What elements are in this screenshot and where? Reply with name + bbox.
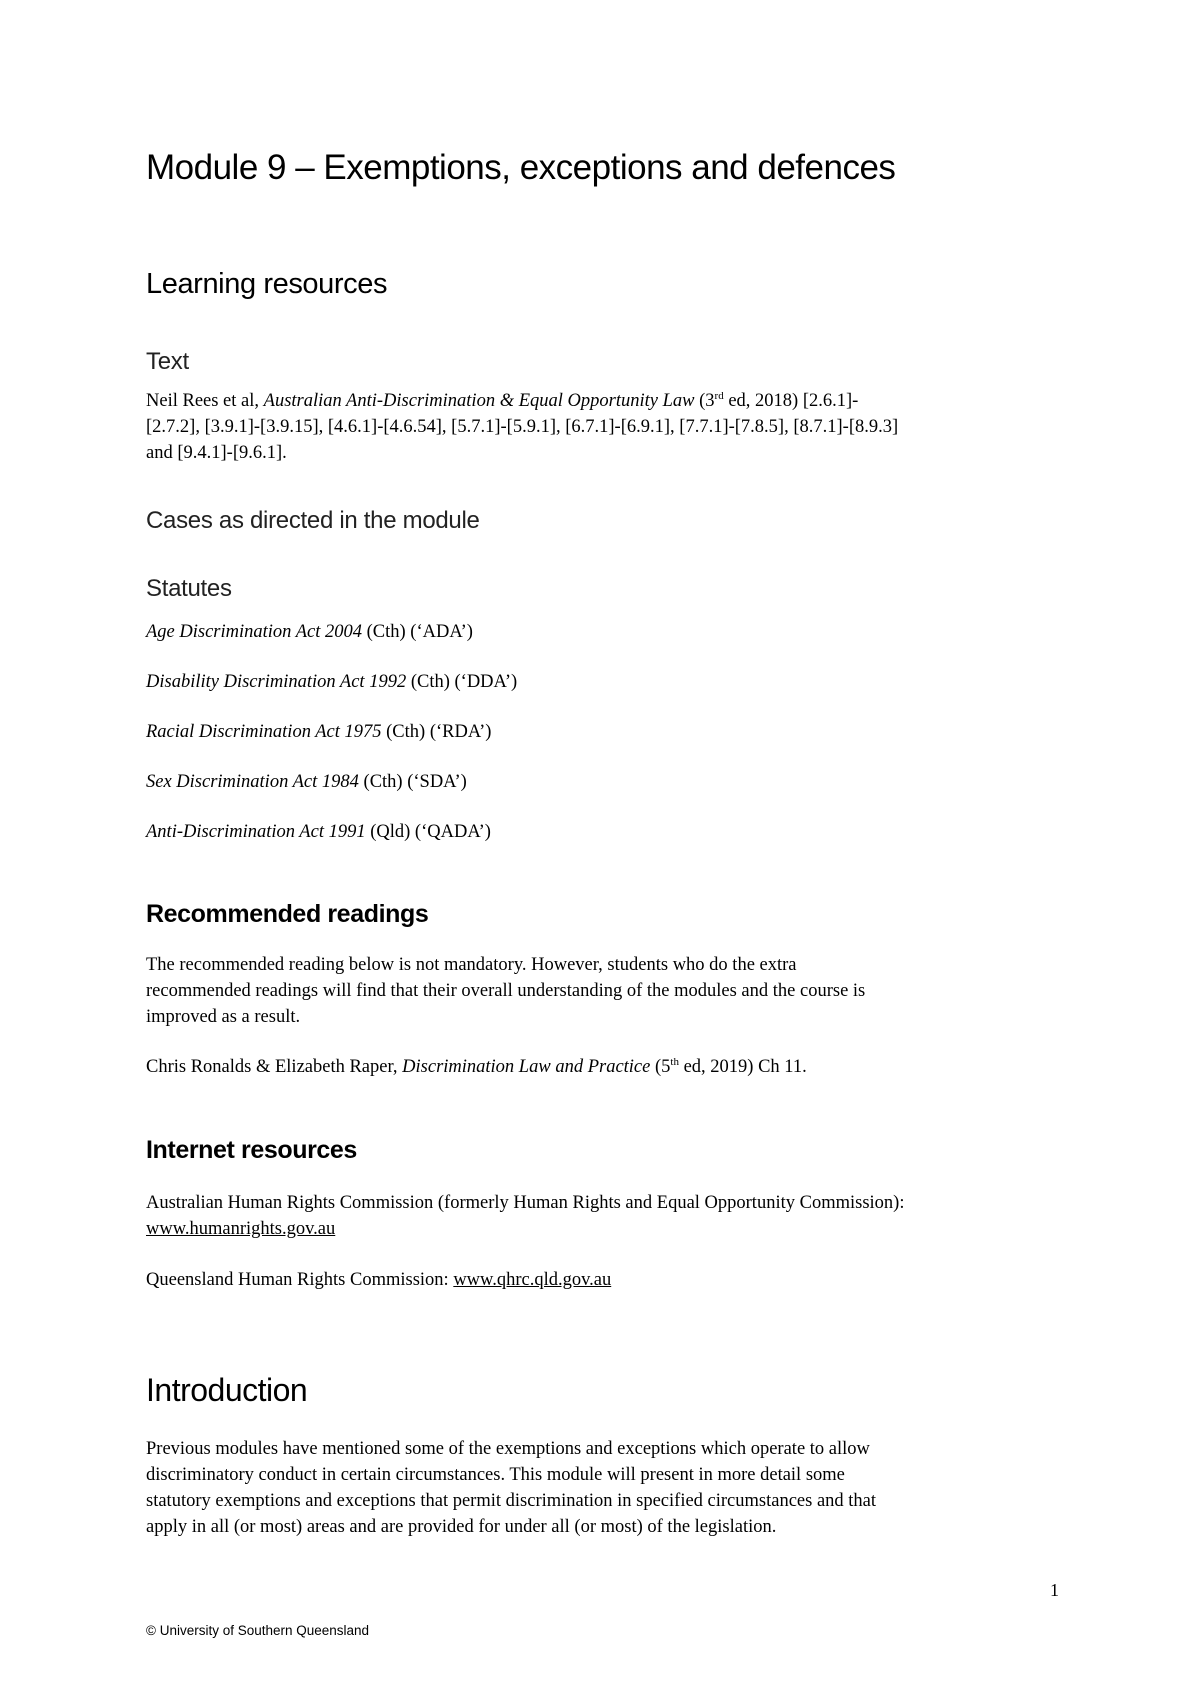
reference-book-title: Discrimination Law and Practice xyxy=(402,1057,651,1077)
reference-edition-sup: th xyxy=(670,1055,679,1068)
statutes-subheading: Statutes xyxy=(146,575,232,602)
statute-title: Age Discrimination Act 2004 xyxy=(146,622,362,642)
text-reference-line-3: and [9.4.1]-[9.6.1]. xyxy=(146,443,287,463)
reference-authors: Chris Ronalds & Elizabeth Raper, xyxy=(146,1057,403,1077)
statute-item xyxy=(146,670,517,694)
text-reference-line-2: [2.7.2], [3.9.1]-[3.9.15], [4.6.1]-[4.6.54], [5.7.1]-[5.9.1], [6.7.1]-[6.9.1], [7.7.1]-[7.8.5], [8.7.1]-[8.9.3] xyxy=(146,417,899,437)
paragraph-line: apply in all (or most) areas and are provided for under all (or most) of the legislation. xyxy=(146,1517,777,1537)
statute-suffix: (Cth) (‘RDA’) xyxy=(381,722,492,742)
ahrc-resource xyxy=(146,1190,1066,1242)
paragraph-line: Previous modules have mentioned some of the exemptions and exceptions which operate to allow xyxy=(146,1439,870,1459)
introduction-paragraph xyxy=(146,1436,1066,1540)
qhrc-link[interactable]: www.qhrc.qld.gov.au xyxy=(453,1270,612,1290)
ahrc-text: Australian Human Rights Commission (formerly Human Rights and Equal Opportunity Commission): xyxy=(146,1193,905,1213)
reference-year: ed, 2019) Ch 11. xyxy=(678,1057,807,1077)
statute-suffix: (Qld) (‘QADA’) xyxy=(365,822,491,842)
learning-resources-heading: Learning resources xyxy=(146,268,388,300)
paragraph-line: discriminatory conduct in certain circumstances. This module will present in more detail some xyxy=(146,1465,845,1485)
reference-edition: (5 xyxy=(650,1057,671,1077)
recommended-paragraph xyxy=(146,952,1066,1030)
internet-resources-heading: Internet resources xyxy=(146,1136,357,1164)
paragraph-line: The recommended reading below is not mandatory. However, students who do the extra xyxy=(146,955,797,975)
introduction-heading: Introduction xyxy=(146,1372,308,1408)
ahrc-link[interactable]: www.humanrights.gov.au xyxy=(146,1219,336,1239)
page-number: 1 xyxy=(1050,1580,1059,1600)
text-reference-edition: (3 xyxy=(694,391,715,411)
statute-suffix: (Cth) (‘DDA’) xyxy=(406,672,518,692)
page-title: Module 9 – Exemptions, exceptions and defences xyxy=(146,148,896,187)
text-reference-year: ed, 2018) [2.6.1]- xyxy=(723,391,859,411)
qhrc-resource xyxy=(146,1267,1066,1293)
statute-item xyxy=(146,820,491,844)
paragraph-line: improved as a result. xyxy=(146,1007,301,1027)
statute-suffix: (Cth) (‘SDA’) xyxy=(358,772,467,792)
paragraph-line: recommended readings will find that their overall understanding of the modules and the course is xyxy=(146,981,866,1001)
statute-item xyxy=(146,770,467,794)
paragraph-line: statutory exemptions and exceptions that permit discrimination in specified circumstances and that xyxy=(146,1491,877,1511)
text-reference-authors: Neil Rees et al, xyxy=(146,391,264,411)
statute-item xyxy=(146,720,491,744)
text-subheading: Text xyxy=(146,348,189,375)
text-reference-book-title: Australian Anti-Discrimination & Equal Opportunity Law xyxy=(263,391,695,411)
statute-item xyxy=(146,620,473,644)
recommended-reference xyxy=(146,1054,1066,1080)
qhrc-text: Queensland Human Rights Commission: xyxy=(146,1270,454,1290)
statute-suffix: (Cth) (‘ADA’) xyxy=(361,622,473,642)
text-reference xyxy=(146,388,1066,466)
text-reference-edition-sup: rd xyxy=(714,389,724,402)
footer-copyright: © University of Southern Queensland xyxy=(146,1623,370,1638)
statute-title: Disability Discrimination Act 1992 xyxy=(146,672,407,692)
recommended-readings-heading: Recommended readings xyxy=(146,900,429,928)
statute-title: Anti-Discrimination Act 1991 xyxy=(146,822,366,842)
text-reference-line-1 xyxy=(146,388,1066,414)
cases-subheading: Cases as directed in the module xyxy=(146,507,480,534)
statute-title: Racial Discrimination Act 1975 xyxy=(146,722,382,742)
statute-title: Sex Discrimination Act 1984 xyxy=(146,772,359,792)
